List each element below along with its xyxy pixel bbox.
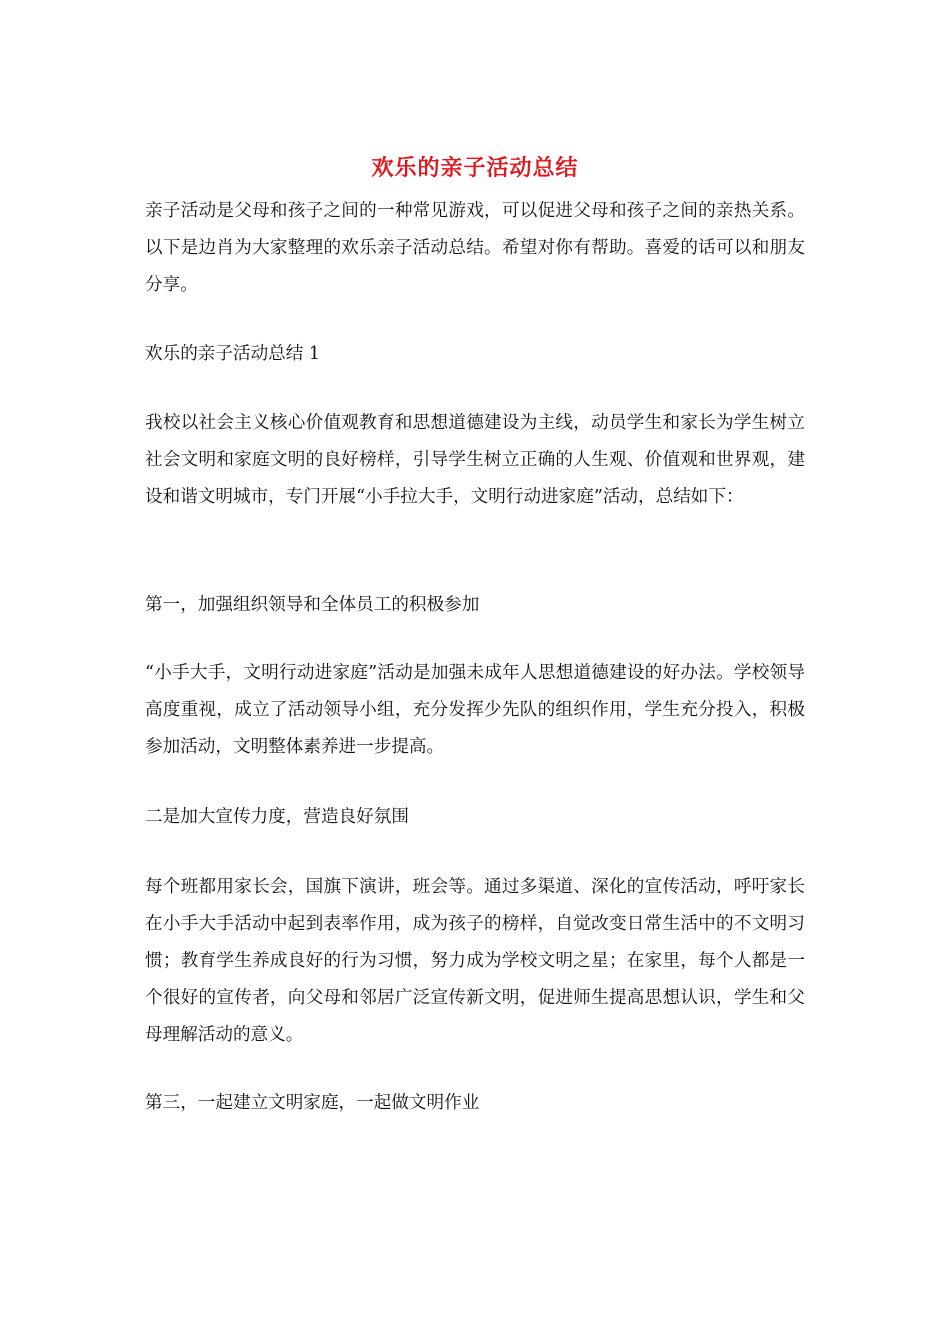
point-2-heading: 二是加大宣传力度，营造良好氛围: [145, 807, 409, 827]
paragraph-3: 每个班都用家长会，国旗下演讲，班会等。通过多渠道、深化的宣传活动，呼吁家长在小手大手活动中起到表率作用，成为孩子的榜样，自觉改变日常生活中的不文明习惯；教育学生养成良好的行为习惯，努力成为学校文明之星；在家里，每个人都是一个很好的宣传者，向父母和邻居广泛宣传新文明，促进师生提高思想认识，学生和父母理解活动的意义。: [145, 877, 805, 1045]
paragraph-2: “小手大手，文明行动进家庭”活动是加强未成年人思想道德建设的好办法。学校领导高度重视，成立了活动领导小组，充分发挥少先队的组织作用，学生充分投入，积极参加活动，文明整体素养进一步提高。: [145, 663, 805, 757]
section-heading: 欢乐的亲子活动总结 1: [145, 344, 321, 364]
paragraph-1: 我校以社会主义核心价值观教育和思想道德建设为主线，动员学生和家长为学生树立社会文明和家庭文明的良好榜样，引导学生树立正确的人生观、价值观和世界观，建设和谐文明城市，专门开展“小手拉大手，文明行动进家庭”活动，总结如下：: [145, 413, 805, 507]
intro-paragraph: 亲子活动是父母和孩子之间的一种常见游戏，可以促进父母和孩子之间的亲热关系。以下是边肖为大家整理的欢乐亲子活动总结。希望对你有帮助。喜爱的话可以和朋友分享。: [145, 201, 805, 295]
point-1-heading: 第一，加强组织领导和全体员工的积极参加: [145, 595, 480, 615]
document-title: 欢乐的亲子活动总结: [371, 155, 579, 181]
point-3-heading: 第三，一起建立文明家庭，一起做文明作业: [145, 1093, 480, 1113]
